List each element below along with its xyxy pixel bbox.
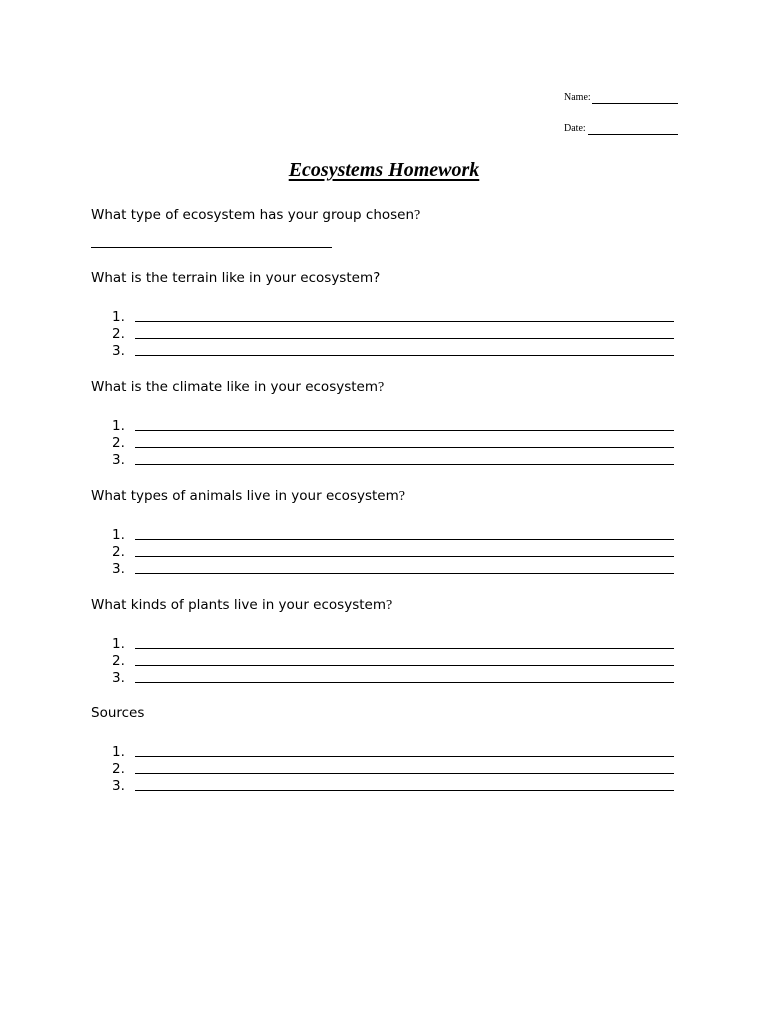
- answer-line: [135, 682, 674, 683]
- answer-number: 2.: [112, 653, 125, 669]
- answer-line: [135, 756, 674, 757]
- question-text: What is the climate like in your ecosystem: [91, 379, 378, 395]
- ecosystem-answer-line[interactable]: [91, 247, 332, 248]
- answer-number: 1.: [112, 418, 125, 434]
- answer-row[interactable]: [0, 561, 768, 578]
- answer-number: 3.: [112, 670, 125, 686]
- answer-number: 3.: [112, 343, 125, 359]
- date-blank-line: [588, 134, 678, 135]
- answer-line: [135, 648, 674, 649]
- question-mark: ?: [414, 208, 421, 223]
- answer-row[interactable]: [0, 544, 768, 561]
- answer-line: [135, 556, 674, 557]
- answer-row[interactable]: [0, 343, 768, 360]
- answer-number: 1.: [112, 309, 125, 325]
- answer-row[interactable]: [0, 653, 768, 670]
- answer-number: 1.: [112, 744, 125, 760]
- question-terrain: [91, 269, 380, 288]
- answer-number: 2.: [112, 435, 125, 451]
- answer-number: 3.: [112, 778, 125, 794]
- answer-number: 2.: [112, 544, 125, 560]
- plants-answer-list: [0, 636, 768, 688]
- answer-line: [135, 773, 674, 774]
- name-label: Name:: [564, 92, 591, 103]
- name-field[interactable]: [564, 92, 678, 108]
- question-text: What is the terrain like in your ecosystem?: [91, 270, 381, 286]
- question-mark: ?: [378, 380, 385, 395]
- name-blank-line: [592, 103, 678, 104]
- climate-answer-list: [0, 418, 768, 470]
- date-label: Date:: [564, 123, 586, 134]
- terrain-answer-list: [0, 309, 768, 361]
- answer-number: 1.: [112, 636, 125, 652]
- question-ecosystem-type: [91, 206, 420, 225]
- question-mark: ?: [385, 598, 393, 613]
- animals-answer-list: [0, 527, 768, 579]
- date-field[interactable]: [564, 123, 678, 139]
- sources-heading: [91, 704, 144, 723]
- answer-row[interactable]: [0, 452, 768, 469]
- answer-line: [135, 573, 674, 574]
- answer-line: [135, 355, 674, 356]
- page-title: Ecosystems Homework: [288, 159, 480, 181]
- answer-row[interactable]: [0, 636, 768, 653]
- answer-number: 1.: [112, 527, 125, 543]
- sources-answer-list: [0, 744, 768, 796]
- answer-line: [135, 338, 674, 339]
- answer-line: [135, 430, 674, 431]
- question-plants: [91, 596, 392, 615]
- question-animals: [91, 487, 405, 506]
- answer-line: [135, 447, 674, 448]
- answer-line: [135, 321, 674, 322]
- answer-row[interactable]: [0, 527, 768, 544]
- answer-row[interactable]: [0, 778, 768, 795]
- answer-number: 3.: [112, 452, 125, 468]
- answer-row[interactable]: [0, 418, 768, 435]
- question-text: Sources: [91, 705, 145, 721]
- answer-number: 2.: [112, 326, 125, 342]
- answer-row[interactable]: [0, 309, 768, 326]
- question-text: What kinds of plants live in your ecosystem: [91, 597, 386, 613]
- answer-row[interactable]: [0, 670, 768, 687]
- question-text: What types of animals live in your ecosystem: [91, 488, 399, 504]
- answer-line: [135, 790, 674, 791]
- answer-row[interactable]: [0, 326, 768, 343]
- answer-line: [135, 665, 674, 666]
- question-climate: [91, 378, 384, 397]
- answer-number: 2.: [112, 761, 125, 777]
- question-mark: ?: [398, 489, 405, 504]
- question-text: What type of ecosystem has your group chosen: [91, 207, 415, 223]
- answer-line: [135, 464, 674, 465]
- answer-line: [135, 539, 674, 540]
- answer-row[interactable]: [0, 435, 768, 452]
- answer-row[interactable]: [0, 744, 768, 761]
- answer-row[interactable]: [0, 761, 768, 778]
- answer-number: 3.: [112, 561, 125, 577]
